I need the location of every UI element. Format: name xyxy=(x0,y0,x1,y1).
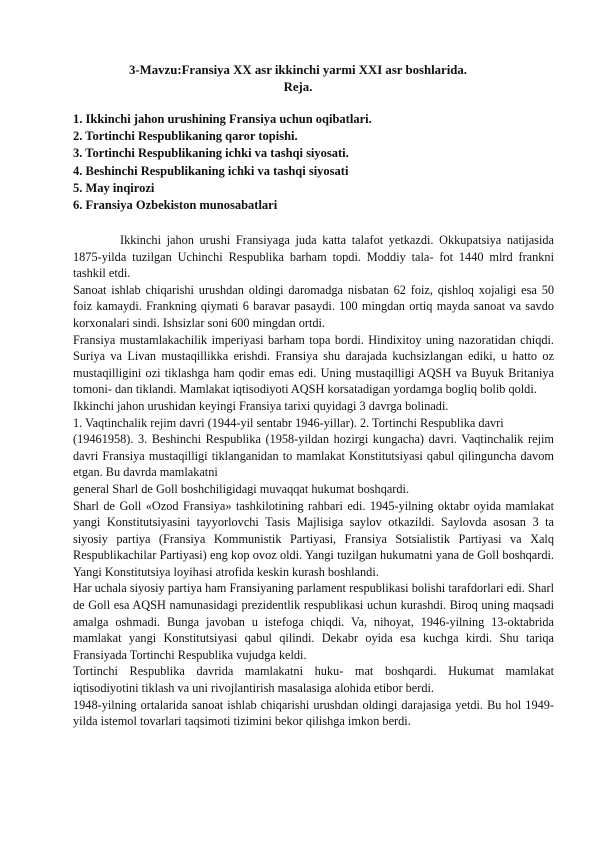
document-subtitle: Reja. xyxy=(283,80,313,94)
plan-item: 1. Ikkinchi jahon urushining Fransiya uchun oqibatlari. xyxy=(73,112,372,126)
plan-item: 4. Beshinchi Respublikaning ichki va tashqi siyosati xyxy=(73,163,349,178)
body-paragraph: Sanoat ishlab chiqarishi urushdan oldingi daromadga nisbatan 62 foiz, qishloq xojaligi esa 50 foiz kamaydi. Frankning qiymati 6 baravar pasaydi. 100 mingdan ortiq mayda sanoat va savdo korxonalari sindi. Ishsizlar soni 600 mingdan ortdi. xyxy=(73,282,554,330)
plan-item: 5. May inqirozi xyxy=(73,180,155,195)
body-paragraph: Tortinchi Respublika davrida mamlakatni huku- mat boshqardi. Hukumat mamlakat iqtisodiyotini tiklash va uni rivojlantirish masalasiga alohida etibor berdi. xyxy=(73,664,554,696)
body-paragraph: (19461958). 3. Beshinchi Respublika (1958-yildan hozirgi kungacha) davri. Vaqtinchalik rejim davri Fransiya mustaqilligi tiklanganidan to mamlakat Konstitutsiyasi qabul qilinguncha davom etgan. Bu davrda mamlakatni xyxy=(73,432,554,480)
body-paragraph: general Sharl de Goll boshchiligidagi muvaqqat hukumat boshqardi. xyxy=(73,481,410,496)
plan-item: 2. Tortinchi Respublikaning qaror topishi. xyxy=(73,129,298,144)
body-paragraph: Fransiya mustamlakachilik imperiyasi barham topa bordi. Hindixitoy uning nazoratidan chiqdi. Suriya va Livan mustaqillikka erishdi. Fransiya shu darajada kuchsizlangan ediki, u hatto oz mustaqilligini ozi tiklashga ham qodir emas edi. Uning mustaqilligi AQSH va Buyuk Britaniya tomoni- dan tiklandi. Mamlakat iqtisodiyoti AQSH korsatadigan yordamga bogliq bolib qoldi. xyxy=(73,332,554,397)
body-paragraph: Sharl de Goll «Ozod Fransiya» tashkilotining rahbari edi. 1945-yilning oktabr oyida mamlakat yangi Konstitutsiyasini tayyorlovchi Tasis Majlisiga saylov otkazildi. Saylovda asosan 3 ta siyosiy partiya (Fransiya Kommunistik Partiyasi, Fransiya Sotsialistik Partiyasi va Xalq Respublikachilar Partiyasi) eng kop ovoz oldi. Yangi tuzilgan hukumatni yana de Goll boshqardi. Yangi Konstitutsiya loyihasi atrofida keskin kurash boshlandi. xyxy=(73,498,554,579)
document-body xyxy=(73,232,554,730)
plan-item: 6. Fransiya Ozbekiston munosabatlari xyxy=(73,198,278,213)
body-paragraph: 1948-yilning ortalarida sanoat ishlab chiqarishi urushdan oldingi darajasiga yetdi. Bu hol 1949-yilda istemol tovarlari taqsimoti tizimini bekor qilishga imkon berdi. xyxy=(73,697,554,729)
body-paragraph: 1. Vaqtinchalik rejim davri (1944-yil sentabr 1946-yillar). 2. Tortinchi Respublika davri xyxy=(73,415,504,430)
body-paragraph: Har uchala siyosiy partiya ham Fransiyaning parlament respublikasi bolishi tarafdorlari edi. Sharl de Goll esa AQSH namunasidagi prezidentlik respublikasi uchun kurashdi. Biroq uning maqsadi amalga oshmadi. Bunga javoban u istefoga chiqdi. Va, nihoyat, 1946-yilning 13-oktabrida mamlakat yangi Konstitutsiyasi qabul qilindi. Dekabr oyida esa kuchga kirdi. Shu tariqa Fransiyada Tortinchi Respublika vujudga keldi. xyxy=(73,581,554,662)
plan-list xyxy=(73,111,553,214)
body-paragraph: Ikkinchi jahon urushi Fransiyaga juda katta talafot yetkazdi. Okkupatsiya natijasida 1875-yilda tuzilgan Uchinchi Respublika barham topdi. Moddiy tala- fot 1440 mlrd frankni tashkil etdi. xyxy=(73,233,554,281)
plan-item: 3. Tortinchi Respublikaning ichki va tashqi siyosati. xyxy=(73,146,349,161)
document-title: 3-Mavzu:Fransiya XX asr ikkinchi yarmi XXI asr boshlarida. xyxy=(129,63,467,77)
body-paragraph: Ikkinchi jahon urushidan keyingi Fransiya tarixi quyidagi 3 davrga bolinadi. xyxy=(73,398,449,413)
